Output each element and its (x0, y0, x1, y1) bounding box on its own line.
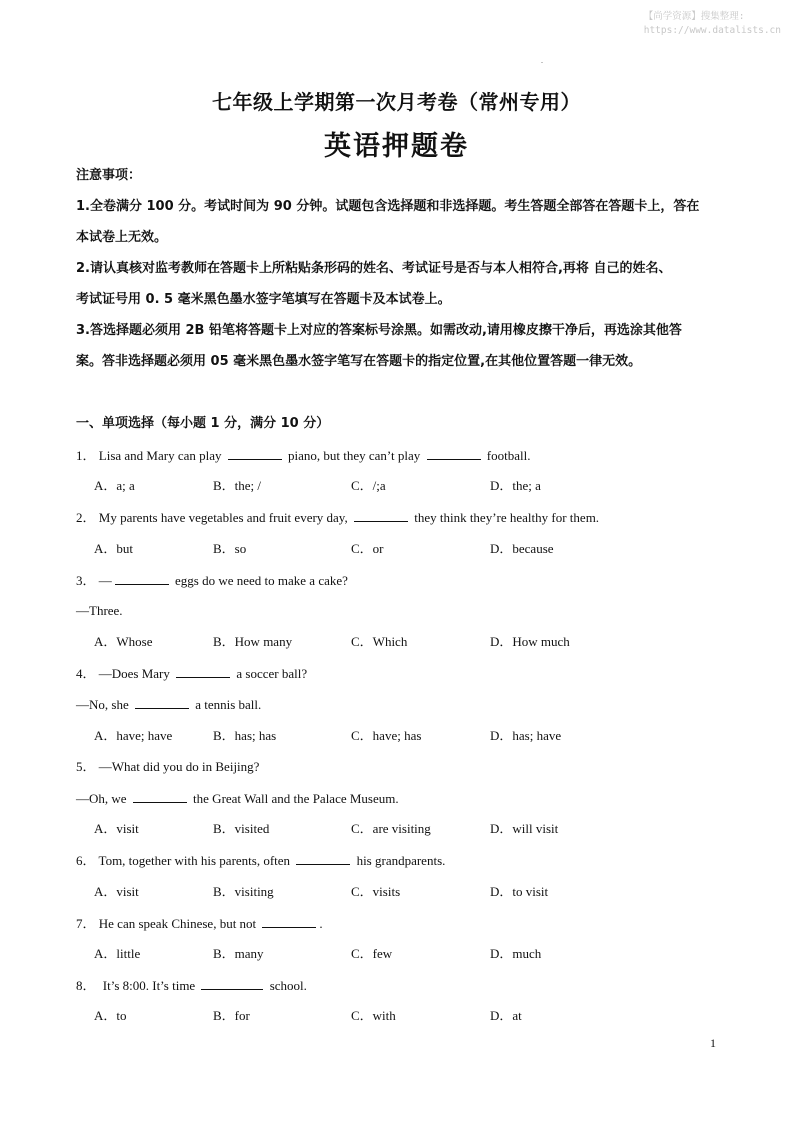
option-b[interactable]: B．the; / (213, 478, 262, 493)
notes-line: 案。答非选择题必须用 05 毫米黑色墨水签字笔写在答题卡的指定位置,在其他位置答题一律无效。 (76, 354, 642, 369)
exam-subtitle: 英语押题卷 (324, 131, 469, 162)
header-dot: . (541, 56, 543, 65)
notes-line: 1.全卷满分 100 分。考试时间为 90 分钟。试题包含选择题和非选择题。考生答题全部答在答题卡上，答在 (76, 199, 700, 214)
question-number: 5． (76, 759, 96, 774)
question-text: . (319, 916, 323, 931)
option-c[interactable]: C．/;a (351, 478, 386, 493)
option-c[interactable]: C．or (351, 541, 384, 556)
reply-4 (76, 694, 261, 714)
question-1 (76, 445, 530, 465)
answer-blank[interactable] (228, 445, 282, 460)
question-2 (76, 507, 599, 527)
option-c[interactable]: C．are visiting (351, 821, 431, 836)
notes-heading: 注意事项： (76, 168, 142, 183)
answer-blank[interactable] (115, 570, 169, 585)
question-text: eggs do we need to make a cake? (175, 573, 348, 588)
option-b[interactable]: B．How many (213, 634, 293, 649)
answer-blank[interactable] (296, 850, 350, 865)
question-text: — (98, 573, 112, 588)
reply-5 (76, 788, 399, 808)
option-c[interactable]: C．Which (351, 634, 408, 649)
option-d[interactable]: D．the; a (490, 478, 541, 493)
option-d[interactable]: D．much (490, 946, 542, 961)
question-8 (76, 975, 307, 995)
question-text: It’s 8:00. It’s time (102, 978, 196, 993)
question-5 (76, 757, 259, 777)
option-a[interactable]: A．visit (94, 821, 139, 836)
option-d[interactable]: D．has; have (490, 728, 562, 743)
question-text: football. (486, 448, 531, 463)
question-text: a soccer ball? (236, 666, 308, 681)
reply-text: a tennis ball. (195, 697, 262, 712)
answer-blank[interactable] (262, 913, 316, 928)
option-a[interactable]: A．but (94, 541, 134, 556)
option-b[interactable]: B．many (213, 946, 264, 961)
option-b[interactable]: B．has; has (213, 728, 277, 743)
question-number: 2． (76, 510, 96, 525)
option-c[interactable]: C．few (351, 946, 393, 961)
option-b[interactable]: B．so (213, 541, 247, 556)
notes-line: 2.请认真核对监考教师在答题卡上所粘贴条形码的姓名、考试证号是否与本人相符合,再将 自己的姓名、 (76, 261, 672, 276)
question-text: He can speak Chinese, but not (98, 916, 257, 931)
option-d[interactable]: D．How much (490, 634, 570, 649)
option-d[interactable]: D．because (490, 541, 554, 556)
answer-blank[interactable] (176, 663, 230, 678)
question-number: 1． (76, 448, 96, 463)
question-text: —What did you do in Beijing? (98, 759, 260, 774)
page-number: 1 (710, 1036, 716, 1050)
answer-blank[interactable] (201, 975, 263, 990)
option-d[interactable]: D．will visit (490, 821, 559, 836)
answer-blank[interactable] (133, 788, 187, 803)
reply-text: the Great Wall and the Palace Museum. (193, 791, 399, 806)
option-a[interactable]: A．Whose (94, 634, 153, 649)
notes-block (76, 160, 726, 377)
option-d[interactable]: D．at (490, 1008, 522, 1023)
question-text: school. (269, 978, 307, 993)
section-title: 一、单项选择（每小题 1 分，满分 10 分） (76, 416, 330, 431)
option-a[interactable]: A．little (94, 946, 141, 961)
option-a[interactable]: A．a; a (94, 478, 135, 493)
question-text: his grandparents. (356, 853, 446, 868)
notes-line: 本试卷上无效。 (76, 230, 168, 245)
question-6 (76, 850, 445, 870)
option-a[interactable]: A．visit (94, 884, 139, 899)
option-b[interactable]: B．visiting (213, 884, 274, 899)
option-c[interactable]: C．have; has (351, 728, 422, 743)
notes-line: 3.答选择题必须用 2B 铅笔将答题卡上对应的答案标号涂黑。如需改动,请用橡皮擦干净后，再选涂其他答 (76, 323, 682, 338)
answer-blank[interactable] (135, 694, 189, 709)
option-c[interactable]: C．visits (351, 884, 401, 899)
reply-text: —Oh, we (76, 791, 127, 806)
option-a[interactable]: A．to (94, 1008, 127, 1023)
watermark-source: 【尚学资源】搜集整理: (643, 11, 745, 22)
question-text: Lisa and Mary can play (98, 448, 222, 463)
question-number: 3． (76, 573, 96, 588)
question-number: 7． (76, 916, 96, 931)
option-d[interactable]: D．to visit (490, 884, 549, 899)
question-4 (76, 663, 307, 683)
question-text: Tom, together with his parents, often (98, 853, 291, 868)
exam-title: 七年级上学期第一次月考卷（常州专用） (212, 90, 581, 114)
answer-blank[interactable] (427, 445, 481, 460)
option-c[interactable]: C．with (351, 1008, 396, 1023)
question-number: 6． (76, 853, 96, 868)
question-number: 4． (76, 666, 96, 681)
notes-line: 考试证号用 0. 5 毫米黑色墨水签字笔填写在答题卡及本试卷上。 (76, 292, 451, 307)
question-text: —Does Mary (98, 666, 170, 681)
question-text: piano, but they can’t play (288, 448, 421, 463)
question-number: 8． (76, 978, 96, 993)
question-7 (76, 913, 323, 933)
reply-3 (76, 601, 123, 621)
answer-blank[interactable] (354, 507, 408, 522)
option-b[interactable]: B．visited (213, 821, 270, 836)
option-b[interactable]: B．for (213, 1008, 250, 1023)
question-3 (76, 570, 348, 590)
reply-text: —Three. (76, 603, 123, 618)
option-a[interactable]: A．have; have (94, 728, 173, 743)
reply-text: —No, she (76, 697, 129, 712)
watermark-url: https://www.datalists.cn (643, 25, 781, 36)
question-text: they think they’re healthy for them. (414, 510, 600, 525)
watermark (644, 10, 781, 38)
question-text: My parents have vegetables and fruit every day, (98, 510, 348, 525)
